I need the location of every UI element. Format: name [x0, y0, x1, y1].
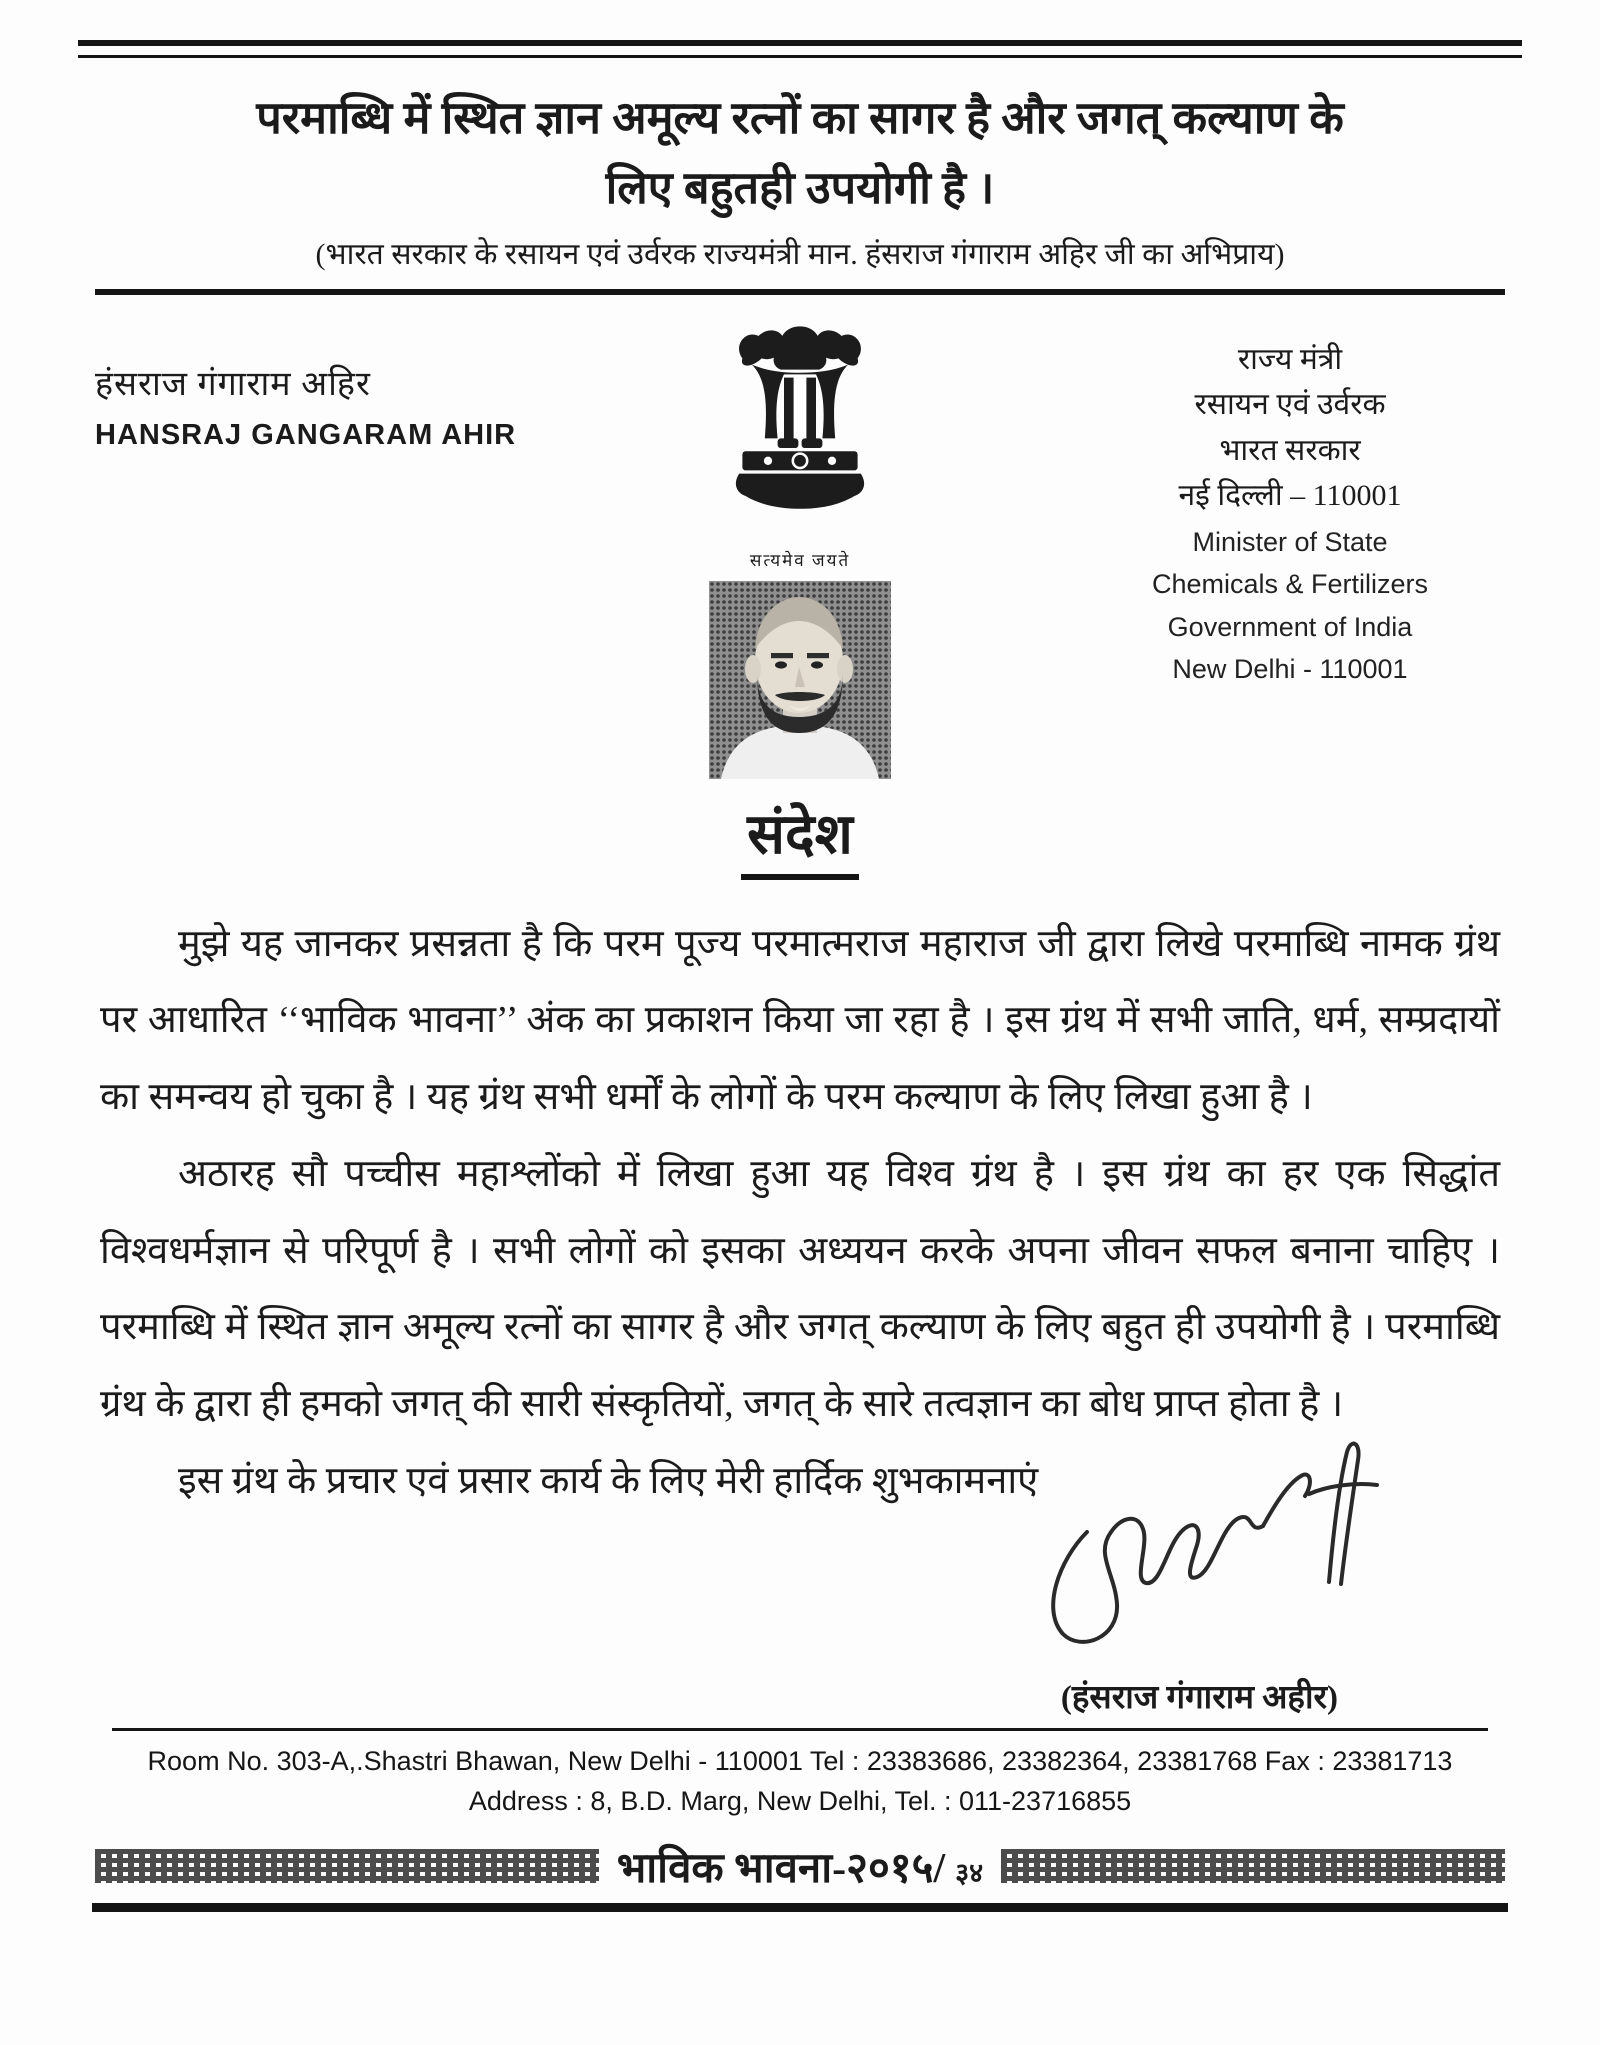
ornament-border-left	[95, 1849, 599, 1883]
signature-scribble	[1025, 1432, 1385, 1662]
message-paragraph-2: अठारह सौ पच्चीस महाश्लोंको में लिखा हुआ यह विश्व ग्रंथ है । इस ग्रंथ का हर एक सिद्धांत विश्वधर्मज्ञान से परिपूर्ण है । सभी लोगों को इसका अध्ययन करके अपना जीवन सफल बनाना चाहिए । परमाब्धि में स्थित ज्ञान अमूल्य रत्नों का सागर है और जगत् कल्याण के लिए बहुत ही उपयोगी है । परमाब्धि ग्रंथ के द्वारा ही हमको जगत् की सारी संस्कृतियों, जगत् के सारे तत्वज्ञान का बोध प्राप्त होता है ।	[100, 1152, 1500, 1425]
office-line-english: Government of India	[1167, 611, 1413, 642]
ornament-border-right	[1001, 1849, 1505, 1883]
signature-block	[0, 1520, 1600, 1728]
office-line-hindi: रसायन एवं उर्वरक	[1194, 388, 1386, 422]
message-paragraph-1: मुझे यह जानकर प्रसन्नता है कि परम पूज्य परमात्मराज महाराज जी द्वारा लिखे परमाब्धि नामक ग्रंथ पर आधारित ‘‘भाविक भावना’’ अंक का प्रकाशन किया जा रहा है । इस ग्रंथ में सभी जाति, धर्म, सम्प्रदायों का समन्वय हो चुका है । यह ग्रंथ सभी धर्मों के लोगों के परम कल्याण के लिए लिखा हुआ है ।	[100, 922, 1500, 1118]
top-border-thin-line	[78, 55, 1522, 58]
top-border-thick-line	[78, 40, 1522, 46]
page-number: ३४	[955, 1857, 984, 1888]
emblem-of-india-icon	[720, 323, 880, 541]
minister-name-english: HANSRAJ GANGARAM AHIR	[95, 418, 517, 451]
bottom-strip	[0, 1838, 1600, 1895]
office-line-english: Chemicals & Fertilizers	[1151, 569, 1429, 600]
page-headline	[0, 84, 1600, 224]
journal-title	[617, 1838, 983, 1895]
footer-address-line-2: Address : 8, B.D. Marg, New Delhi, Tel. : 011-23716855	[468, 1786, 1132, 1816]
bottom-border	[92, 1903, 1508, 1912]
message-body	[0, 906, 1600, 1520]
headline-line-2: लिए बहुतही उपयोगी है ।	[605, 162, 995, 213]
headline-line-1: परमाब्धि में स्थित ज्ञान अमूल्य रत्नों का सागर है और जगत् कल्याण के	[256, 93, 1344, 143]
top-border	[0, 0, 1600, 58]
headline-attribution: (भारत सरकार के रसायन एवं उर्वरक राज्यमंत्री मान. हंसराज गंगाराम अहिर जी का अभिप्राय)	[315, 237, 1285, 271]
office-line-english: New Delhi - 110001	[1172, 653, 1408, 684]
emblem-motto: सत्यमेव जयते	[749, 550, 851, 570]
office-line-hindi: भारत सरकार	[1219, 433, 1361, 467]
header-divider	[95, 289, 1505, 295]
office-line-hindi: राज्य मंत्री	[1237, 342, 1343, 376]
message-title: संदेश	[741, 794, 859, 880]
office-line-hindi: नई दिल्ली – 110001	[1178, 479, 1402, 513]
letterhead	[0, 323, 1600, 784]
message-title-wrap	[0, 794, 1600, 880]
letterhead-center-block	[665, 323, 935, 784]
minister-name-hindi: हंसराज गंगाराम अहिर	[95, 365, 371, 403]
journal-title-text: भाविक भावना-२०१५/	[616, 1845, 946, 1892]
footer-address	[0, 1741, 1600, 1822]
message-paragraph-3: इस ग्रंथ के प्रचार एवं प्रसार कार्य के लिए मेरी हार्दिक शुभकामनाएं	[178, 1459, 1039, 1502]
letterhead-office-block	[1075, 323, 1505, 784]
footer-address-line-1: Room No. 303-A,.Shastri Bhawan, New Delhi - 110001 Tel : 23383686, 23382364, 23381768 Fax : 23381713	[147, 1745, 1453, 1776]
portrait-photo	[665, 581, 935, 784]
office-line-english: Minister of State	[1192, 526, 1388, 557]
letterhead-name-block	[95, 323, 525, 784]
signatory-name: (हंसराज गंगाराम अहीर)	[1060, 1679, 1338, 1716]
footer-divider	[112, 1728, 1488, 1731]
